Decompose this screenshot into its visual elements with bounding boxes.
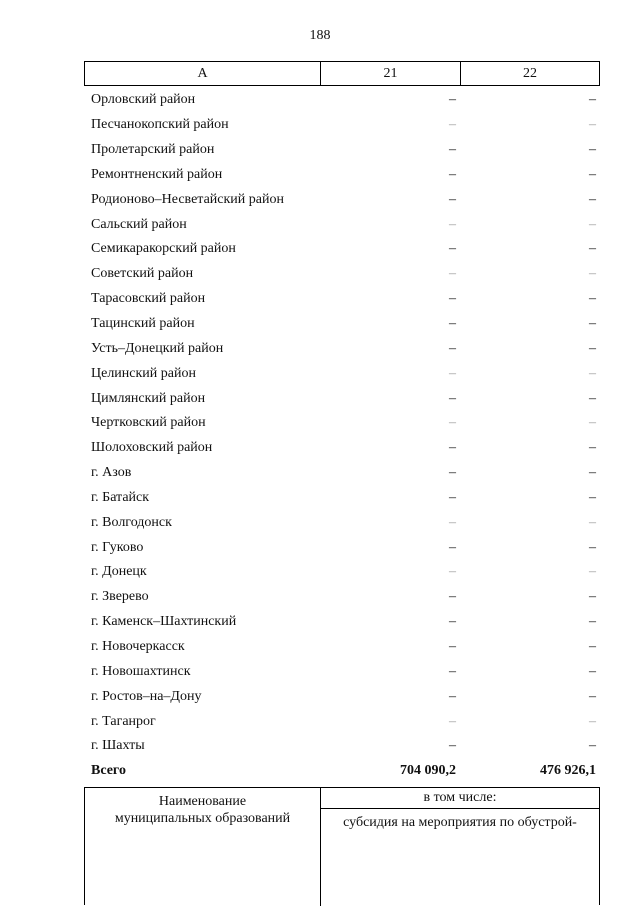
table-row [84, 436, 600, 461]
value-col-21: – [449, 614, 456, 630]
municipality-name: Пролетарский район [91, 142, 215, 158]
value-col-22: – [589, 316, 596, 332]
table-row [84, 312, 600, 337]
municipal-names-header-line2: муниципальных образований [114, 811, 291, 826]
table-row [84, 684, 600, 709]
value-col-21: – [449, 266, 456, 282]
value-col-21: – [449, 166, 456, 182]
table-body [84, 88, 600, 784]
table-row [84, 610, 600, 635]
municipality-name: Тарасовский район [91, 291, 206, 307]
table-row [84, 411, 600, 436]
value-col-21: – [449, 92, 456, 108]
value-col-21: – [449, 241, 456, 257]
table-row [84, 88, 600, 113]
table-row [84, 287, 600, 312]
table-row [84, 709, 600, 734]
table-row [84, 461, 600, 486]
value-col-22: – [589, 365, 596, 381]
table-row [84, 386, 600, 411]
value-col-21: – [449, 713, 456, 729]
municipality-name: г. Новошахтинск [91, 663, 191, 679]
value-col-22: – [589, 117, 596, 133]
municipality-name: г. Донецк [91, 564, 147, 580]
header-col-a: А [85, 62, 321, 85]
value-col-21: – [449, 142, 456, 158]
municipality-name: г. Таганрог [91, 713, 156, 729]
value-col-21: – [449, 663, 456, 679]
value-col-22: – [589, 663, 596, 679]
including-header: в том числе: [321, 788, 599, 809]
municipality-name: Шолоховский район [91, 440, 213, 456]
municipality-name: г. Батайск [91, 489, 150, 505]
value-col-22: – [589, 440, 596, 456]
value-col-21: – [449, 415, 456, 431]
value-col-21: – [449, 738, 456, 754]
table-row [84, 163, 600, 188]
value-col-21: – [449, 539, 456, 555]
municipality-name: Советский район [91, 266, 194, 282]
subsidy-header: субсидия на мероприятия по обустрой- [343, 815, 577, 830]
table-row [84, 535, 600, 560]
municipality-name: Сальский район [91, 216, 187, 232]
table-row [84, 336, 600, 361]
table-row [84, 212, 600, 237]
value-col-21: – [449, 390, 456, 406]
value-col-21: – [449, 191, 456, 207]
municipality-name: г. Азов [91, 465, 132, 481]
table-row [84, 486, 600, 511]
value-col-22: – [589, 266, 596, 282]
municipality-name: Цимлянский район [91, 390, 206, 406]
value-col-21: – [449, 340, 456, 356]
value-col-21: – [449, 440, 456, 456]
municipal-names-header [85, 788, 321, 906]
value-col-21: – [449, 564, 456, 580]
value-col-21: – [449, 514, 456, 530]
value-col-22: – [589, 614, 596, 630]
header-col-22: 22 [523, 65, 537, 81]
value-col-21: – [449, 638, 456, 654]
municipality-name: г. Волгодонск [91, 514, 172, 530]
total-col-21: 704 090,2 [400, 763, 456, 779]
value-col-22: – [589, 688, 596, 704]
table-row [84, 635, 600, 660]
municipality-name: Чертковский район [91, 415, 206, 431]
page-number: 188 [309, 28, 331, 43]
value-col-22: – [589, 92, 596, 108]
municipality-name: г. Ростов–на–Дону [91, 688, 202, 704]
municipality-name: Орловский район [91, 92, 196, 108]
total-row [84, 759, 600, 784]
table-row [84, 187, 600, 212]
value-col-21: – [449, 291, 456, 307]
value-col-22: – [589, 291, 596, 307]
value-col-22: – [589, 738, 596, 754]
value-col-22: – [589, 142, 596, 158]
value-col-22: – [589, 340, 596, 356]
table-row [84, 585, 600, 610]
value-col-22: – [589, 241, 596, 257]
municipality-name: г. Гуково [91, 539, 144, 555]
municipality-name: Песчанокопский район [91, 117, 229, 133]
table-row [84, 138, 600, 163]
table-row [84, 262, 600, 287]
table-row [84, 659, 600, 684]
value-col-22: – [589, 390, 596, 406]
value-col-22: – [589, 166, 596, 182]
value-col-21: – [449, 589, 456, 605]
municipality-name: Ремонтненский район [91, 166, 223, 182]
total-label: Всего [91, 763, 126, 779]
municipality-name: г. Зверево [91, 589, 149, 605]
table-row [84, 734, 600, 759]
table-row [84, 560, 600, 585]
value-col-21: – [449, 465, 456, 481]
value-col-22: – [589, 514, 596, 530]
municipal-names-header-line1: Наименование [158, 794, 247, 809]
value-col-21: – [449, 365, 456, 381]
value-col-21: – [449, 316, 456, 332]
municipality-name: Семикаракорский район [91, 241, 236, 257]
table-row [84, 510, 600, 535]
table-row [84, 237, 600, 262]
value-col-22: – [589, 489, 596, 505]
municipality-name: г. Каменск–Шахтинский [91, 614, 237, 630]
value-col-22: – [589, 465, 596, 481]
value-col-22: – [589, 415, 596, 431]
value-col-22: – [589, 539, 596, 555]
value-col-22: – [589, 638, 596, 654]
header-col-21: 21 [321, 62, 461, 85]
value-col-21: – [449, 688, 456, 704]
value-col-22: – [589, 191, 596, 207]
value-col-22: – [589, 589, 596, 605]
municipality-name: Родионово–Несветайский район [91, 191, 284, 207]
total-col-22: 476 926,1 [540, 763, 596, 779]
municipality-name: Целинский район [91, 365, 196, 381]
value-col-22: – [589, 564, 596, 580]
value-col-22: – [589, 216, 596, 232]
value-col-21: – [449, 489, 456, 505]
municipality-name: Усть–Донецкий район [91, 340, 224, 356]
value-col-21: – [449, 216, 456, 232]
table-header [84, 61, 600, 86]
table-row [84, 113, 600, 138]
municipality-name: Тацинский район [91, 316, 195, 332]
next-table-header [84, 787, 600, 905]
municipality-name: г. Новочеркасск [91, 638, 185, 654]
value-col-21: – [449, 117, 456, 133]
table-row [84, 361, 600, 386]
municipality-name: г. Шахты [91, 738, 145, 754]
value-col-22: – [589, 713, 596, 729]
